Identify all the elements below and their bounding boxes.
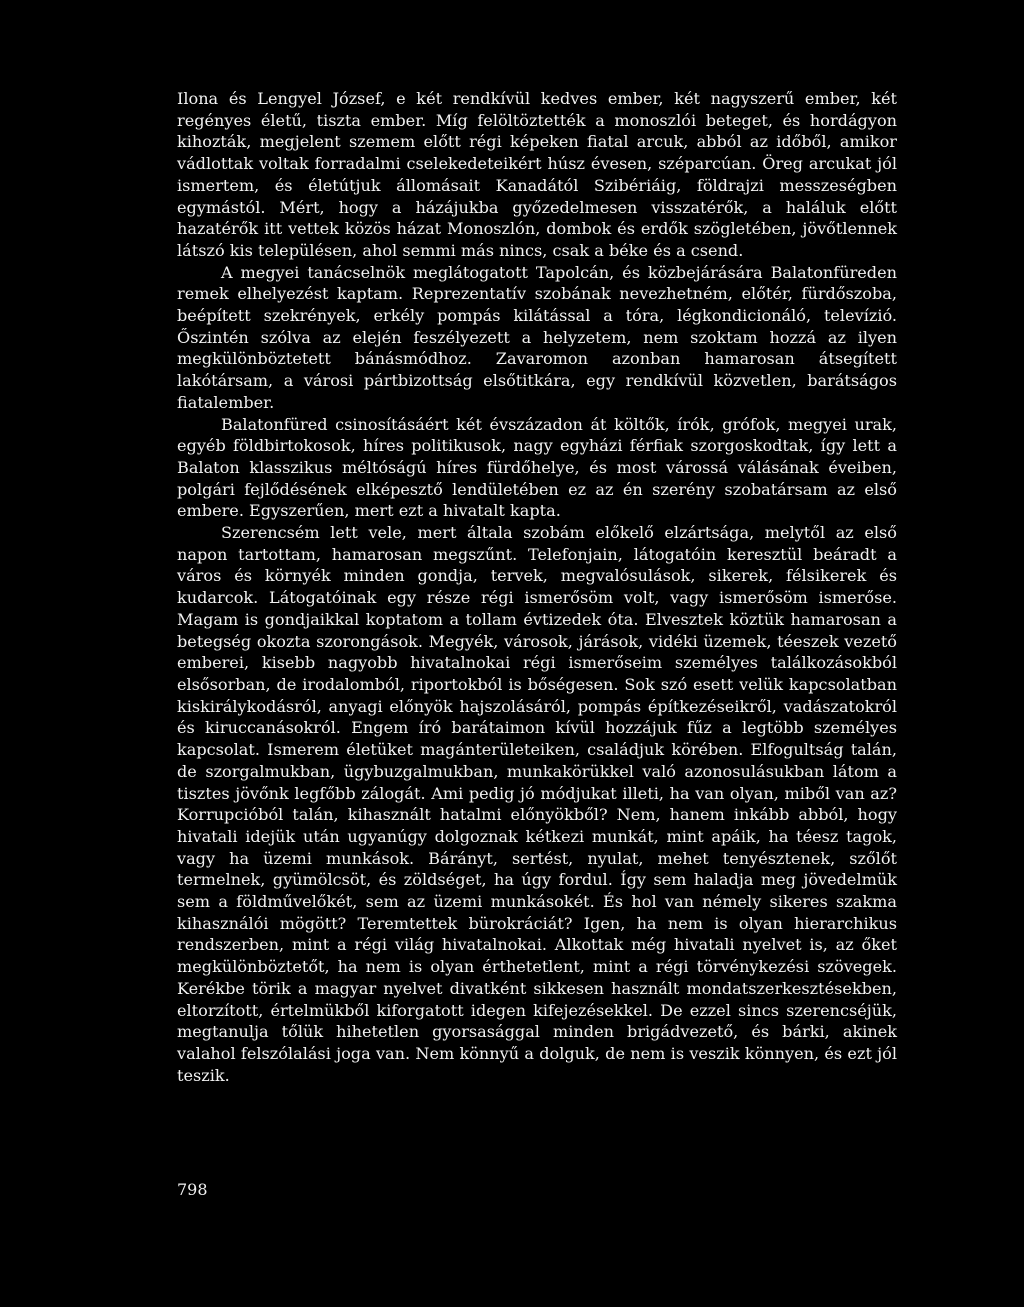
body-text bbox=[177, 88, 897, 1086]
paragraph-4: Szerencsém lett vele, mert általa szobám előkelő elzártsága, melytől az első napon tartottam, hamarosan megszűnt. Telefonjain, látogatóin keresztül beáradt a város és környék minden gondja, tervek, megvalósulások, sikerek, félsikerek és kudarcok. Látogatóinak egy része régi ismerősöm volt, vagy ismerősöm ismerőse. Magam is gondjaikkal koptatom a tollam évtizedek óta. Elvesztek köztük hamarosan a betegség okozta szorongások. Megyék, városok, járások, vidéki üzemek, téeszek vezető emberei, kisebb nagyobb hivatalnokai régi ismerőseim személyes találkozásokból elsősorban, de irodalomból, riportokból is bőségesen. Sok szó esett velük kapcsolatban kiskirálykodásról, anyagi előnyök hajszolásáról, pompás építkezéseikről, vadászatokról és kiruccanásokról. Engem író barátaimon kívül hozzájuk fűz a legtöbb személyes kapcsolat. Ismerem életüket magánterületeiken, családjuk körében. Elfogultság talán, de szorgalmukban, ügybuzgalmukban, munkakörükkel való azonosulásukban látom a tisztes jövőnk legfőbb zálogát. Ami pedig jó módjukat illeti, ha van olyan, miből van az? Korrupcióból talán, kihasznált hatalmi előnyökből? Nem, hanem inkább abból, hogy hivatali idejük után ugyanúgy dolgoznak kétkezi munkát, mint apáik, ha téesz tagok, vagy ha üzemi munkások. Bárányt, sertést, nyulat, mehet tenyésztenek, szőlőt termelnek, gyümölcsöt, és zöldséget, ha úgy fordul. Így sem haladja meg jövedelmük sem a földművelőkét, sem az üzemi munkásokét. És hol van némely sikeres szakma kihasználói mögött? Teremtettek bürokráciát? Igen, ha nem is olyan hierarchikus rendszerben, mint a régi világ hivatalnokai. Alkottak még hivatali nyelvet is, az őket megkülönböztetőt, ha nem is olyan érthetetlent, mint a régi törvénykezési szövegek. Kerékbe törik a magyar nyelvet divatként sikkesen használt mondatszerkesztésekben, eltorzított, értelmükből kiforgatott idegen kifejezésekkel. De ezzel sincs szerencséjük, megtanulja tőlük hihetetlen gyorsasággal minden brigádvezető, és bárki, akinek valahol felszólalási joga van. Nem könnyű a dolguk, de nem is veszik könnyen, és ezt jól teszik. bbox=[177, 523, 897, 1085]
paragraph-2: A megyei tanácselnök meglátogatott Tapolcán, és közbejárására Balatonfüreden remek elhelyezést kaptam. Reprezentatív szobának nevezhetném, előtér, fürdőszoba, beépített szekrények, erkély pompás kilátással a tóra, légkondicionáló, televízió. Őszintén szólva az elején feszélyezett a helyzetem, nem szoktam hozzá az ilyen megkülönböztetett bánásmódhoz. Zavaromon azonban hamarosan átsegített lakótársam, a városi pártbizottság elsőtitkára, egy rendkívül közvetlen, barátságos fiatalember. bbox=[177, 262, 897, 412]
page-number: 798 bbox=[177, 1180, 208, 1199]
paragraph-3: Balatonfüred csinosításáért két évszázadon át költők, írók, grófok, megyei urak, egyéb földbirtokosok, híres politikusok, nagy egyházi férfiak szorgoskodtak, így lett a Balaton klasszikus méltóságú híres fürdőhelye, és most várossá válásának éveiben, polgári fejlődésének elképesztő lendületében ez az én szerény szobatársam az első embere. Egyszerűen, mert ezt a hivatalt kapta. bbox=[177, 414, 897, 521]
paragraph-1: Ilona és Lengyel József, e két rendkívül kedves ember, két nagyszerű ember, két regényes életű, tiszta ember. Míg felöltöztették a monoszlói beteget, és hordágyon kihozták, megjelent szemem előtt régi képeken fiatal arcuk, abból az időből, amikor vádlottak voltak forradalmi cselekedeteikért húsz évesen, széparcúan. Öreg arcukat jól ismertem, és életútjuk állomásait Kanadától Szibériáig, földrajzi messzeségben egymástól. Mért, hogy a házájukba győzedelmesen visszatérők, a haláluk előtt hazatérők itt vettek közös házat Monoszlón, dombok és erdők szögletében, jövőtlennek látszó kis településen, ahol semmi más nincs, csak a béke és a csend. bbox=[177, 89, 897, 260]
